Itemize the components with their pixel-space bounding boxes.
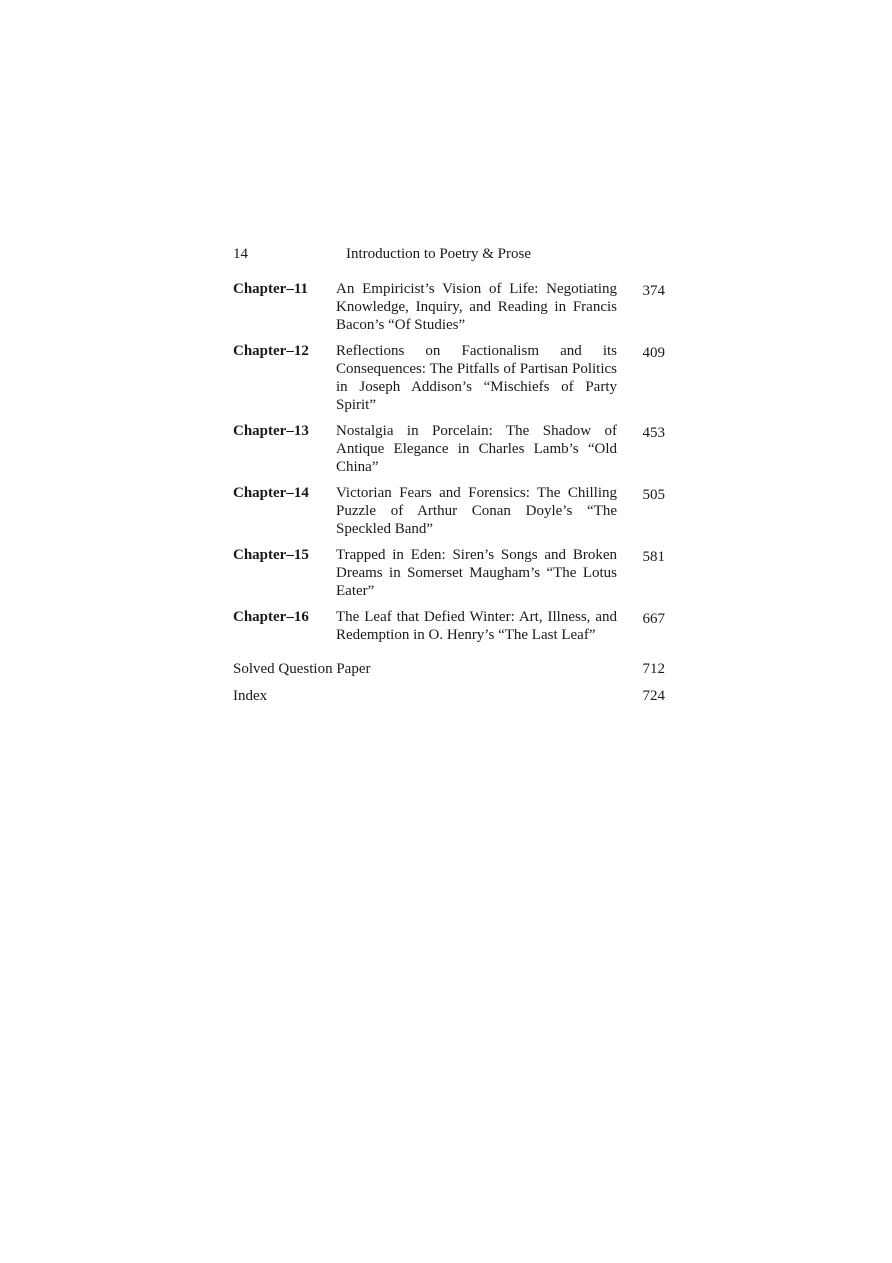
chapter-label: Chapter–11 <box>233 281 308 297</box>
chapter-label: Chapter–12 <box>233 343 309 359</box>
chapter-title: The Leaf that Defied Winter: Art, Illness, and Redemption in O. Henry’s “The Last Leaf” <box>336 609 617 643</box>
toc-entry-chapter-15 <box>233 546 665 600</box>
running-title: Introduction to Poetry & Prose <box>346 246 531 262</box>
chapter-label: Chapter–14 <box>233 485 309 501</box>
chapter-page-number: 667 <box>642 611 665 627</box>
toc-entry-chapter-11 <box>233 280 665 334</box>
back-matter-page-number: 724 <box>642 688 665 704</box>
chapter-page-number: 581 <box>642 549 665 565</box>
chapter-label: Chapter–16 <box>233 609 309 625</box>
toc-entry-chapter-16 <box>233 608 665 644</box>
chapter-page-number: 409 <box>642 345 665 361</box>
chapter-title: Victorian Fears and Forensics: The Chilling Puzzle of Arthur Conan Doyle’s “The Speckled Band” <box>336 485 617 537</box>
chapter-page-number: 505 <box>642 487 665 503</box>
toc-entry-chapter-13 <box>233 422 665 476</box>
toc-entry-index <box>233 687 665 705</box>
back-matter <box>233 660 665 705</box>
back-matter-page-number: 712 <box>642 661 665 677</box>
chapter-title: Reflections on Factionalism and its Consequences: The Pitfalls of Partisan Politics in Joseph Addison’s “Mischiefs of Party Spirit” <box>336 343 617 413</box>
chapter-label: Chapter–13 <box>233 423 309 439</box>
toc-entry-chapter-12 <box>233 342 665 414</box>
chapter-title: Trapped in Eden: Siren’s Songs and Broken Dreams in Somerset Maugham’s “The Lotus Eater” <box>336 547 617 599</box>
chapter-page-number: 374 <box>642 283 665 299</box>
page-number: 14 <box>233 246 248 262</box>
page-header <box>233 246 665 266</box>
chapter-title: An Empiricist’s Vision of Life: Negotiating Knowledge, Inquiry, and Reading in Francis Bacon’s “Of Studies” <box>336 281 617 333</box>
chapter-title: Nostalgia in Porcelain: The Shadow of Antique Elegance in Charles Lamb’s “Old China” <box>336 423 617 475</box>
back-matter-label: Solved Question Paper <box>233 661 371 677</box>
table-of-contents <box>233 280 665 714</box>
toc-entry-solved-question-paper <box>233 660 665 678</box>
chapter-page-number: 453 <box>642 425 665 441</box>
back-matter-label: Index <box>233 688 268 704</box>
toc-entry-chapter-14 <box>233 484 665 538</box>
chapter-label: Chapter–15 <box>233 547 309 563</box>
